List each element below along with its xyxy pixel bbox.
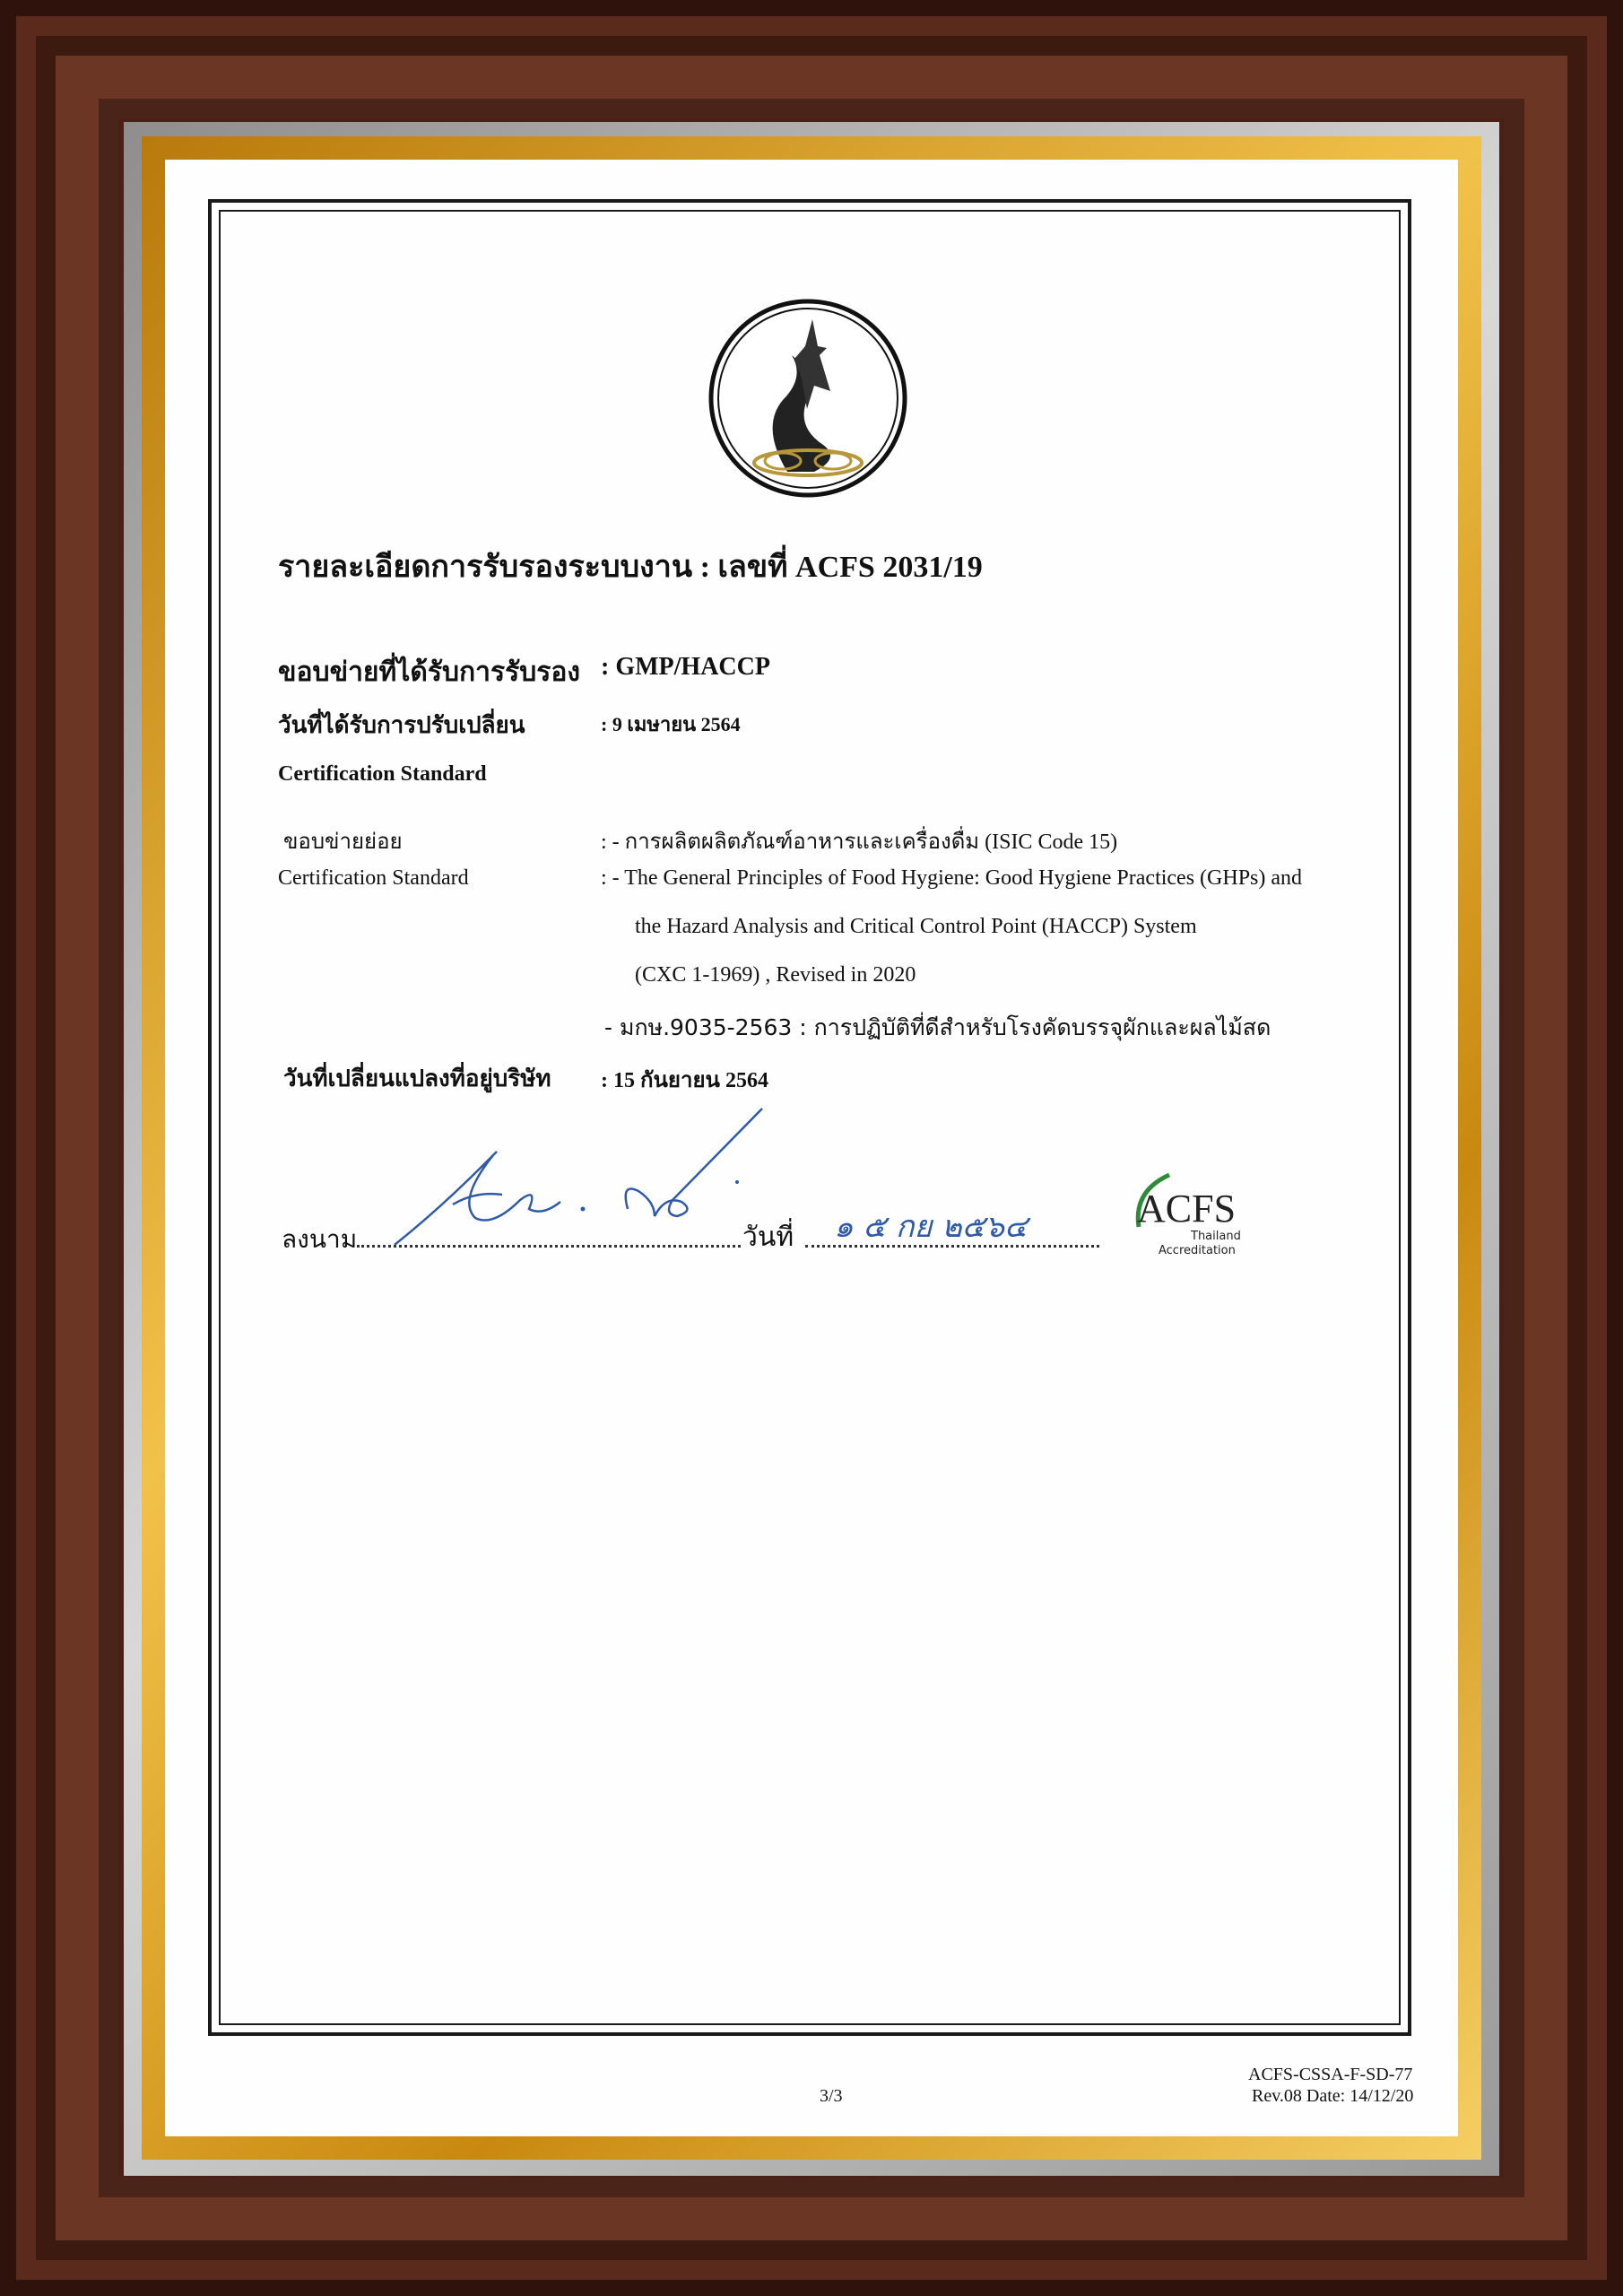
sign-label: ลงนาม bbox=[282, 1224, 358, 1254]
subscope-value: : - การผลิตผลิตภัณฑ์อาหารและเครื่องดื่ม (ISIC Code 15) bbox=[601, 831, 1118, 854]
address-change-value: : 15 กันยายน 2564 bbox=[601, 1069, 768, 1092]
acfs-logo-line1: Thailand bbox=[1191, 1230, 1241, 1243]
page-number: 3/3 bbox=[820, 2086, 843, 2106]
acfs-logo-name: ACFS bbox=[1137, 1187, 1237, 1231]
document-code: ACFS-CSSA-F-SD-77 bbox=[1248, 2065, 1413, 2084]
subscope-label: ขอบข่ายย่อย bbox=[283, 831, 403, 854]
date-label: วันที่ bbox=[742, 1222, 794, 1253]
change-date-value: : 9 เมษายน 2564 bbox=[601, 713, 741, 735]
document-revision: Rev.08 Date: 14/12/20 bbox=[1252, 2086, 1414, 2106]
standard-line-2: the Hazard Analysis and Critical Control Point (HACCP) System bbox=[635, 915, 1197, 938]
standard-label: Certification Standard bbox=[278, 866, 469, 890]
ministry-seal-icon bbox=[707, 292, 909, 504]
change-date-label: วันที่ได้รับการปรับเปลี่ยน bbox=[278, 712, 525, 738]
scope-label: ขอบข่ายที่ได้รับการรับรอง bbox=[278, 657, 581, 687]
standard-line-3: (CXC 1-1969) , Revised in 2020 bbox=[635, 963, 916, 987]
standard-line-1: : - The General Principles of Food Hygiene: Good Hygiene Practices (GHPs) and bbox=[601, 866, 1303, 890]
scope-value: : GMP/HACCP bbox=[601, 653, 770, 681]
acfs-logo-line2: Accreditation bbox=[1159, 1244, 1236, 1257]
handwritten-date: ๑ ๕ กย ๒๕๖๔ bbox=[834, 1209, 1028, 1245]
signature-icon bbox=[386, 1101, 780, 1254]
standard-line-4: - มกษ.9035-2563 : การปฏิบัติที่ดีสำหรับโรงคัดบรรจุผักและผลไม้สด bbox=[604, 1014, 1271, 1040]
certification-standard-heading: Certification Standard bbox=[278, 762, 487, 786]
certificate-title: รายละเอียดการรับรองระบบงาน : เลขที่ ACFS 2031/19 bbox=[278, 551, 983, 584]
address-change-label: วันที่เปลี่ยนแปลงที่อยู่บริษัท bbox=[283, 1065, 551, 1091]
